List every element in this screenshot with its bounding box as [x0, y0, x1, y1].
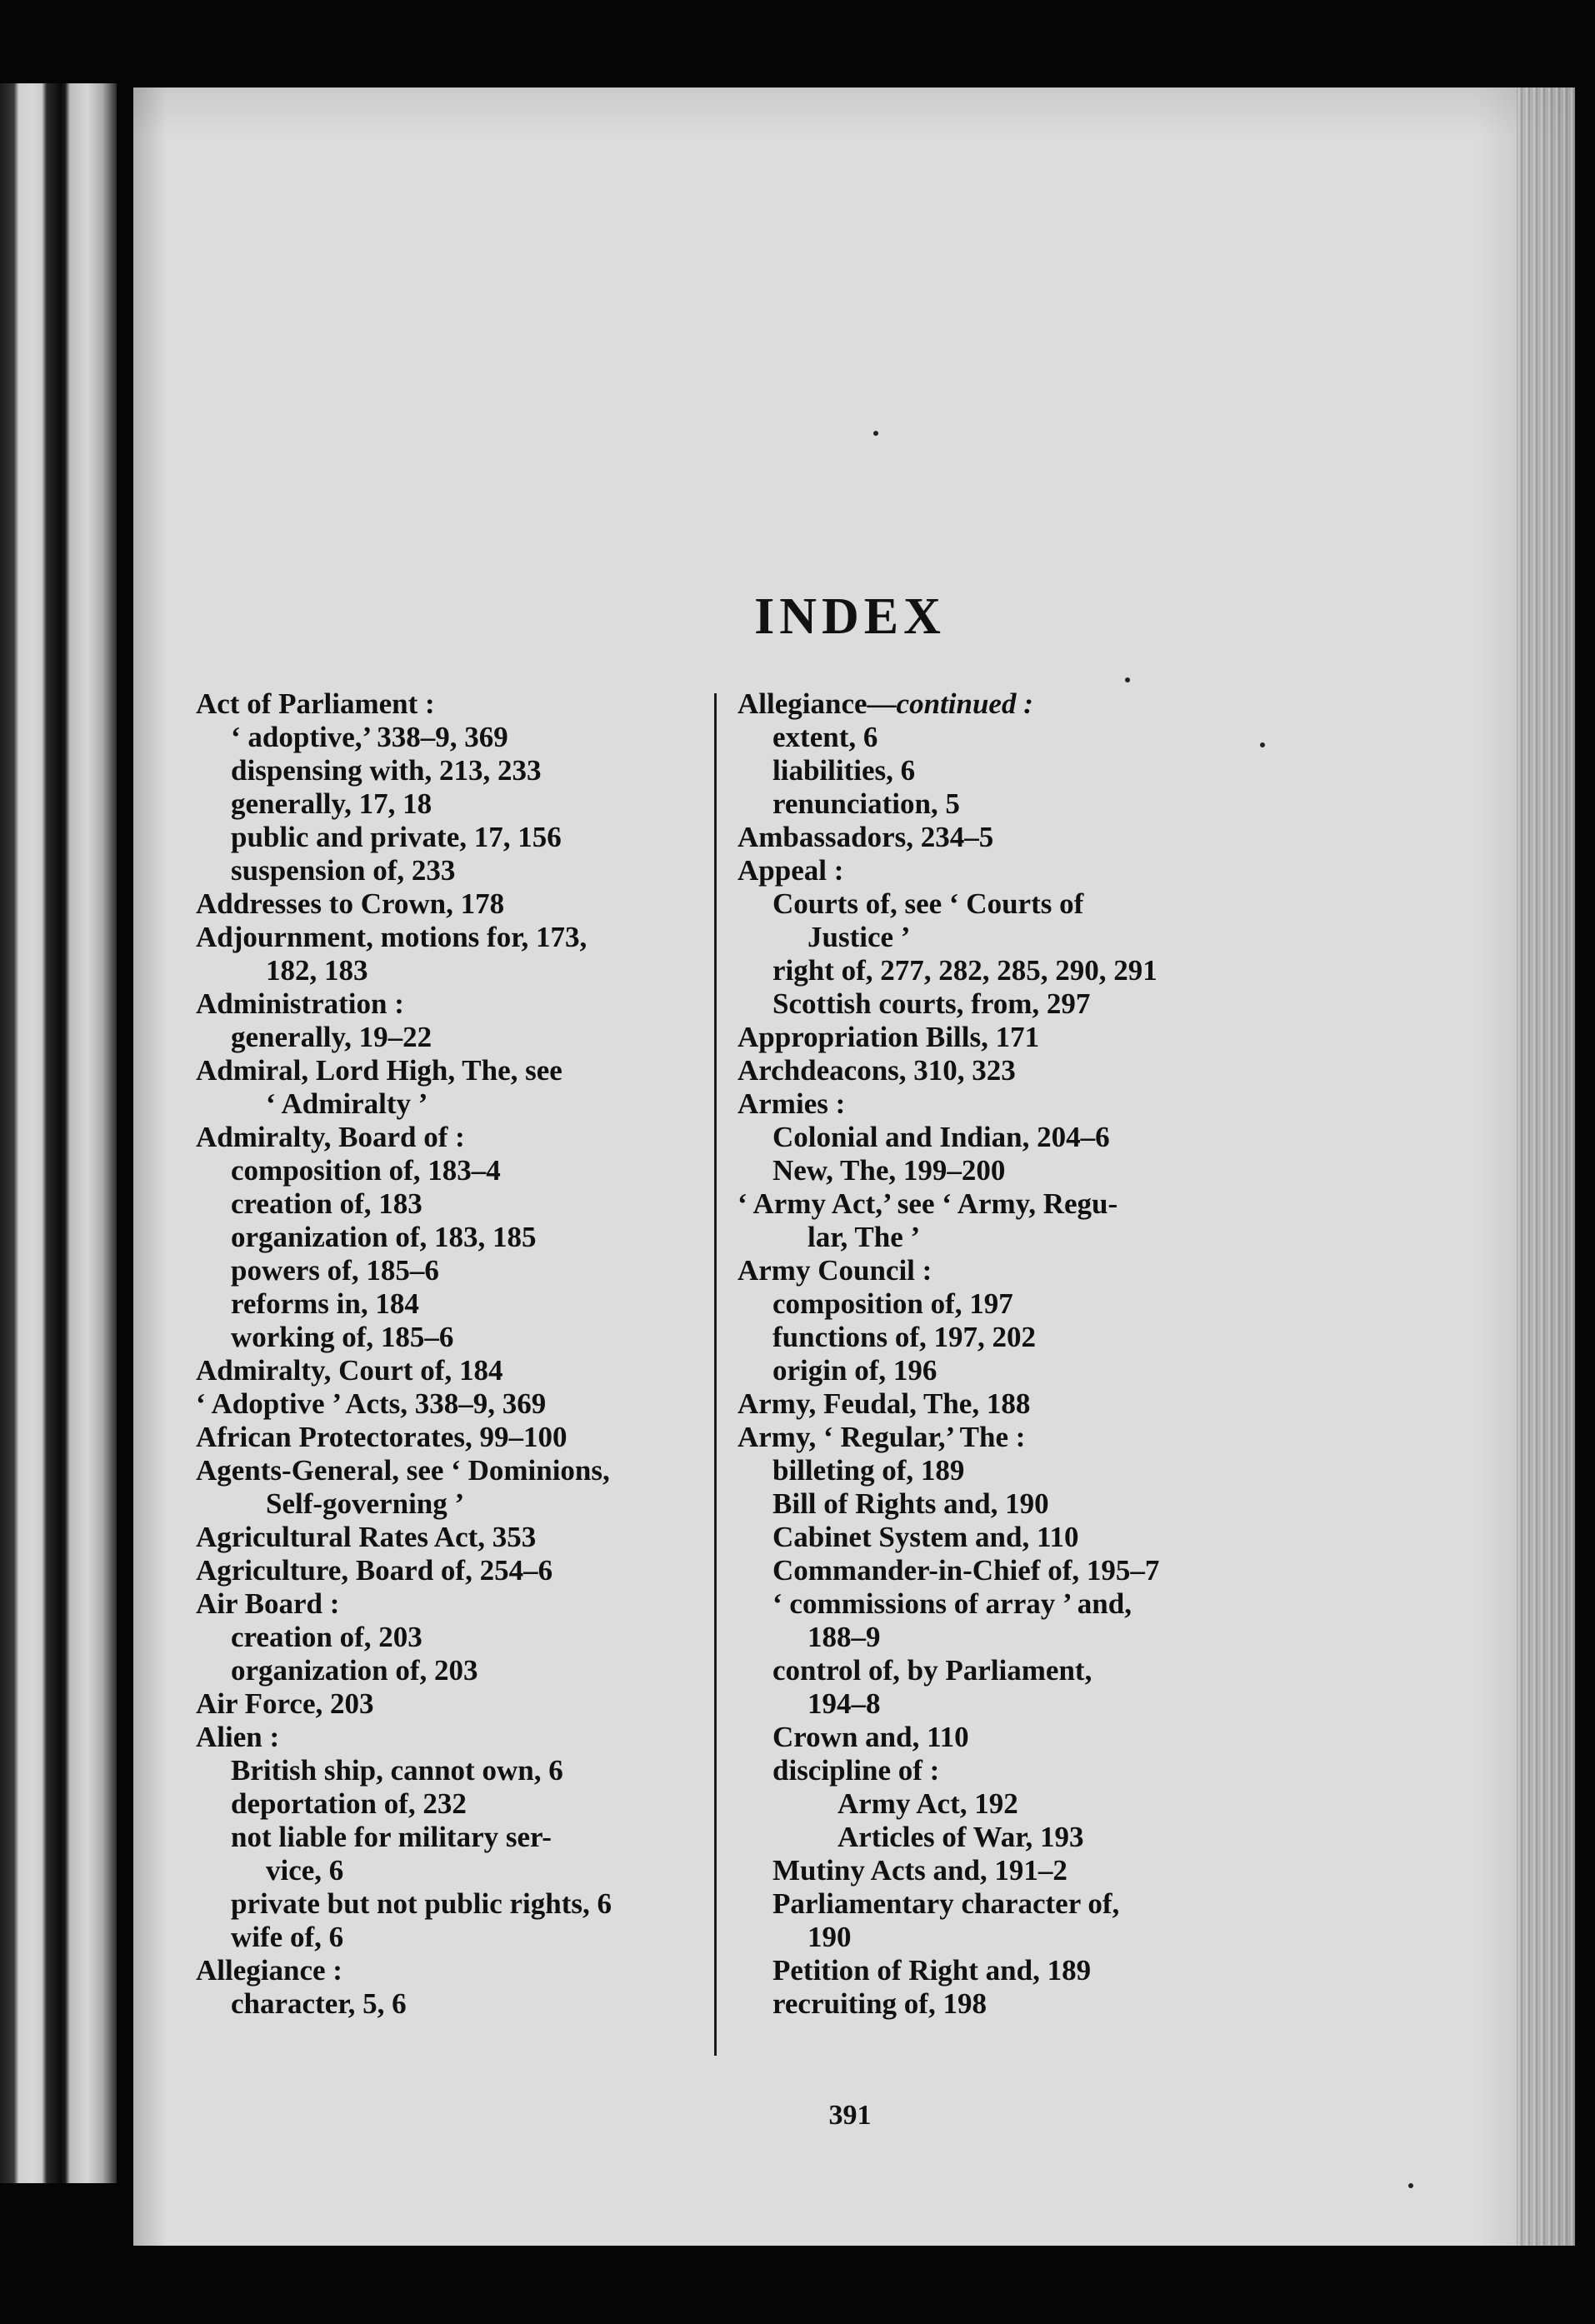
index-entry-text: Allegiance :	[196, 1954, 342, 1987]
index-heading	[196, 1354, 696, 1387]
index-subentry	[196, 1621, 696, 1654]
index-entry-text: Admiralty, Court of, 184	[196, 1354, 503, 1387]
index-entry-text: ‘ Army Act,’ see ‘ Army, Regu-	[738, 1187, 1118, 1220]
index-entry-text: ‘ commissions of array ’ and,	[772, 1587, 1132, 1620]
index-entry-text: vice, 6	[266, 1854, 344, 1887]
index-subentry	[738, 1521, 1229, 1554]
index-entry-text: suspension of, 233	[231, 854, 456, 887]
index-heading	[738, 1254, 1229, 1287]
index-entry-text: composition of, 183–4	[231, 1154, 501, 1187]
index-subentry	[738, 1554, 1229, 1587]
index-entry-text: Crown and, 110	[772, 1721, 969, 1753]
index-entry-text: wife of, 6	[231, 1921, 344, 1953]
index-subentry	[738, 921, 1229, 954]
index-entry-text: Admiral, Lord High, The, see	[196, 1054, 562, 1087]
index-subentry	[738, 987, 1229, 1021]
index-entry-text: character, 5, 6	[231, 1987, 407, 2020]
adjacent-page-edge	[0, 83, 117, 2183]
index-heading	[738, 1421, 1229, 1454]
index-heading	[196, 1387, 696, 1421]
index-subentry	[738, 1287, 1229, 1321]
index-entry-text: public and private, 17, 156	[231, 821, 562, 853]
index-subentry	[196, 1187, 696, 1221]
paper-speck	[1408, 2183, 1413, 2188]
index-entry-text: recruiting of, 198	[772, 1987, 987, 2020]
index-heading	[196, 1521, 696, 1554]
index-entry-text: Justice ’	[808, 921, 911, 953]
index-entry-text: private but not public rights, 6	[231, 1887, 612, 1920]
index-heading	[738, 1021, 1229, 1054]
index-entry-text: functions of, 197, 202	[772, 1321, 1036, 1353]
index-subentry	[738, 1221, 1229, 1254]
index-subentry	[738, 1454, 1229, 1487]
index-heading	[738, 1187, 1229, 1221]
index-subentry	[196, 821, 696, 854]
index-subentry	[738, 1687, 1229, 1721]
index-entry-text: origin of, 196	[772, 1354, 938, 1387]
index-subentry	[196, 1921, 696, 1954]
index-subentry	[196, 1287, 696, 1321]
index-heading	[196, 921, 696, 954]
index-entry-text: control of, by Parliament,	[772, 1654, 1092, 1687]
index-entry-text: Agricultural Rates Act, 353	[196, 1521, 537, 1553]
index-entry-text: liabilities, 6	[772, 754, 916, 787]
column-divider	[714, 693, 717, 2056]
index-subentry	[738, 1487, 1229, 1521]
index-entry-text: deportation of, 232	[231, 1787, 467, 1820]
index-subentry	[738, 1587, 1229, 1621]
index-subentry	[738, 754, 1229, 787]
index-entry-text: New, The, 199–200	[772, 1154, 1006, 1187]
index-entry-text: discipline of :	[772, 1754, 940, 1787]
index-subentry	[196, 954, 696, 987]
paper-speck	[1125, 677, 1130, 682]
index-entry-text: Self-governing ’	[266, 1487, 465, 1520]
book-page	[133, 87, 1575, 2246]
index-entry-text: British ship, cannot own, 6	[231, 1754, 563, 1787]
index-entry-text: working of, 185–6	[231, 1321, 454, 1353]
index-subentry	[196, 1254, 696, 1287]
index-heading	[196, 1554, 696, 1587]
index-subentry	[738, 1787, 1229, 1821]
index-subentry	[738, 1854, 1229, 1887]
index-entry-text: lar, The ’	[808, 1221, 921, 1253]
page-stack-edge	[1517, 87, 1575, 2246]
index-entry-text: African Protectorates, 99–100	[196, 1421, 568, 1453]
index-entry-text: billeting of, 189	[772, 1454, 965, 1487]
index-subentry	[196, 1221, 696, 1254]
index-heading	[196, 687, 696, 721]
index-entry-text: creation of, 203	[231, 1621, 422, 1653]
index-entry-text: 190	[808, 1921, 852, 1953]
index-heading	[196, 1054, 696, 1087]
index-entry-text: Administration :	[196, 987, 404, 1020]
index-subentry	[196, 1087, 696, 1121]
index-entry-text: Ambassadors, 234–5	[738, 821, 994, 853]
index-entry-text: Alien :	[196, 1721, 280, 1753]
paper-speck	[873, 431, 878, 436]
index-subentry	[738, 787, 1229, 821]
index-subentry	[196, 1321, 696, 1354]
index-heading	[738, 1054, 1229, 1087]
index-entry-text: Mutiny Acts and, 191–2	[772, 1854, 1068, 1887]
index-heading	[196, 1421, 696, 1454]
index-subentry	[738, 1921, 1229, 1954]
index-entry-text: creation of, 183	[231, 1187, 422, 1220]
index-entry-text: generally, 19–22	[231, 1021, 432, 1053]
index-subentry	[196, 1487, 696, 1521]
index-entry-text: Army, Feudal, The, 188	[738, 1387, 1031, 1420]
index-entry-text: Adjournment, motions for, 173,	[196, 921, 588, 953]
index-entry-text: Air Board :	[196, 1587, 340, 1620]
index-column-right	[738, 687, 1229, 2021]
index-entry-text: Appeal :	[738, 854, 844, 887]
index-subentry	[738, 1987, 1229, 2021]
index-heading	[196, 1454, 696, 1487]
index-subentry	[196, 787, 696, 821]
index-subentry	[196, 854, 696, 887]
index-entry-text: renunciation, 5	[772, 787, 960, 820]
index-entry-text: Commander-in-Chief of, 195–7	[772, 1554, 1160, 1587]
index-entry-text: Scottish courts, from, 297	[772, 987, 1091, 1020]
index-heading	[196, 1954, 696, 1987]
index-heading	[738, 854, 1229, 887]
index-subentry	[196, 1021, 696, 1054]
index-heading	[738, 1087, 1229, 1121]
page-title: INDEX	[754, 588, 946, 645]
index-entry-text: powers of, 185–6	[231, 1254, 439, 1287]
index-entry-text: ‘ Adoptive ’ Acts, 338–9, 369	[196, 1387, 547, 1420]
index-entry-text: Army, ‘ Regular,’ The :	[738, 1421, 1026, 1453]
index-heading	[196, 1687, 696, 1721]
index-subentry	[738, 721, 1229, 754]
index-entry-text: ‘ adoptive,’ 338–9, 369	[231, 721, 508, 753]
index-subentry	[738, 1721, 1229, 1754]
index-entry-text: extent, 6	[772, 721, 878, 753]
index-entry-text: composition of, 197	[772, 1287, 1013, 1320]
index-entry-suffix: continued :	[896, 687, 1033, 720]
index-entry-text: Courts of, see ‘ Courts of	[772, 887, 1084, 920]
index-column-left	[196, 687, 696, 2021]
index-subentry	[738, 954, 1229, 987]
index-subentry	[196, 1987, 696, 2021]
index-subentry	[738, 887, 1229, 921]
index-entry-text: Archdeacons, 310, 323	[738, 1054, 1016, 1087]
index-entry-text: Appropriation Bills, 171	[738, 1021, 1040, 1053]
index-heading	[196, 1121, 696, 1154]
index-entry-text: Act of Parliament :	[196, 687, 435, 720]
index-heading	[738, 821, 1229, 854]
index-subentry	[738, 1354, 1229, 1387]
index-subentry	[196, 1754, 696, 1787]
index-subentry	[196, 721, 696, 754]
index-entry-text: Air Force, 203	[196, 1687, 374, 1720]
index-entry-text: Agriculture, Board of, 254–6	[196, 1554, 553, 1587]
index-subentry	[738, 1321, 1229, 1354]
index-subentry	[738, 1154, 1229, 1187]
index-entry-text: organization of, 183, 185	[231, 1221, 537, 1253]
index-entry-text: 182, 183	[266, 954, 368, 987]
index-entry-text: Petition of Right and, 189	[772, 1954, 1092, 1987]
paper-speck	[1260, 742, 1265, 747]
index-entry-text: ‘ Admiralty ’	[266, 1087, 428, 1120]
index-entry-text: Parliamentary character of,	[772, 1887, 1120, 1920]
index-entry-text: Bill of Rights and, 190	[772, 1487, 1049, 1520]
index-subentry	[738, 1954, 1229, 1987]
index-subentry	[738, 1621, 1229, 1654]
index-heading	[196, 987, 696, 1021]
index-entry-text: Colonial and Indian, 204–6	[772, 1121, 1110, 1153]
index-subentry	[738, 1887, 1229, 1921]
index-entry-text: generally, 17, 18	[231, 787, 432, 820]
index-entry-text: Articles of War, 193	[838, 1821, 1084, 1853]
index-entry-text: Cabinet System and, 110	[772, 1521, 1079, 1553]
index-entry-text: Army Council :	[738, 1254, 932, 1287]
index-entry-text: Admiralty, Board of :	[196, 1121, 465, 1153]
index-entry-text: reforms in, 184	[231, 1287, 419, 1320]
index-subentry	[196, 1654, 696, 1687]
index-heading	[196, 1587, 696, 1621]
index-subentry	[738, 1121, 1229, 1154]
index-heading	[196, 1721, 696, 1754]
index-subentry	[196, 1854, 696, 1887]
index-subentry	[196, 1887, 696, 1921]
index-entry-text: right of, 277, 282, 285, 290, 291	[772, 954, 1158, 987]
page-number: 391	[828, 2100, 872, 2131]
index-subentry	[196, 754, 696, 787]
index-entry-text: not liable for military ser-	[231, 1821, 552, 1853]
index-entry-text: Addresses to Crown, 178	[196, 887, 505, 920]
index-subentry	[738, 1821, 1229, 1854]
index-entry-text: Agents-General, see ‘ Dominions,	[196, 1454, 610, 1487]
index-heading	[196, 887, 696, 921]
index-entry-text: dispensing with, 213, 233	[231, 754, 542, 787]
index-entry-text: organization of, 203	[231, 1654, 478, 1687]
index-entry-text: Allegiance—	[738, 687, 897, 720]
index-entry-text: 194–8	[808, 1687, 881, 1720]
index-entry-text: 188–9	[808, 1621, 881, 1653]
index-subentry	[196, 1787, 696, 1821]
index-subentry	[196, 1821, 696, 1854]
index-subentry	[738, 1654, 1229, 1687]
index-subentry	[738, 1754, 1229, 1787]
index-heading	[738, 1387, 1229, 1421]
index-entry-text: Army Act, 192	[838, 1787, 1018, 1820]
index-entry-text: Armies :	[738, 1087, 846, 1120]
index-subentry	[196, 1154, 696, 1187]
index-heading	[738, 687, 1229, 721]
